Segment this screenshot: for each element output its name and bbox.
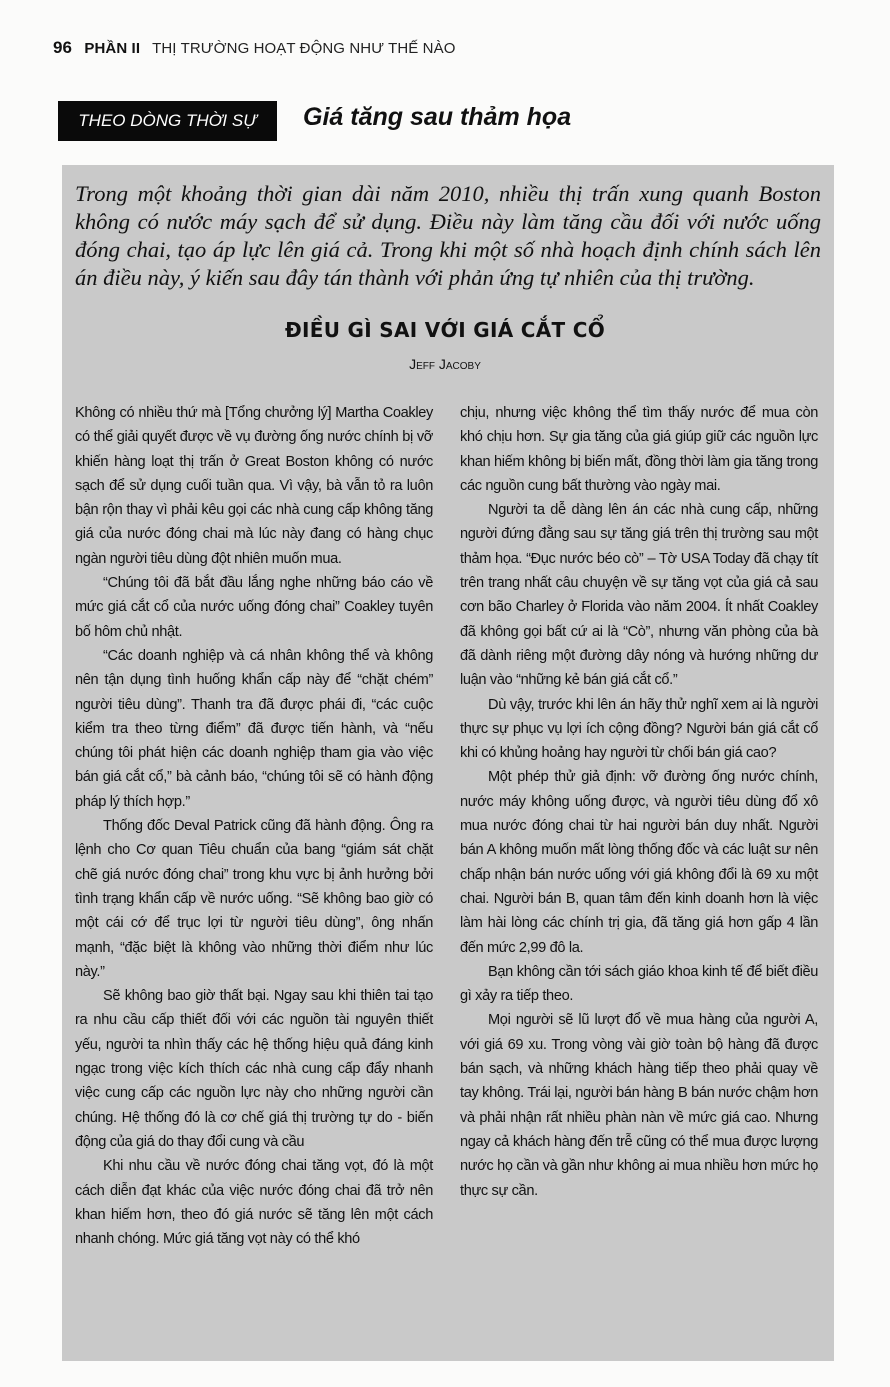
- part-label: PHẦN II: [84, 40, 141, 57]
- paragraph: Một phép thử giả định: vỡ đường ống nước chính, nước máy không uống được, và người tiêu dùng đổ xô mua nước đóng chai từ hai người bán duy nhất. Người bán A không muốn mất lòng thống đốc và các luật sư nên chấp nhận bán nước uống với giá không đổi là 69 xu một chai. Người bán B, quan tâm đến kinh doanh hơn là việc làm hài lòng các chính trị gia, đã tăng giá hơn gấp 4 lần đến mức 2,99 đô la.: [460, 769, 818, 956]
- headline: Giá tăng sau thảm họa: [303, 103, 572, 131]
- article-byline: Jeff Jacoby: [409, 356, 481, 372]
- paragraph: chịu, nhưng việc không thể tìm thấy nước để mua còn khó chịu hơn. Sự gia tăng của giá giúp giữ các nguồn lực khan hiếm không bị biến mất, đồng thời làm gia tăng trong các nguồn cung bất thường vào ngày mai.: [460, 405, 818, 494]
- paragraph: Sẽ không bao giờ thất bại. Ngay sau khi thiên tai tạo ra nhu cầu cấp thiết đối với các nguồn tài nguyên thiết yếu, người ta nhìn thấy các hệ thống hiệu quả đáng kinh ngạc trong việc kích thích các nhà cung cấp đẩy nhanh việc cung cấp các nguồn lực này cho những người cần chúng. Hệ thống đó là cơ chế giá thị trường tự do - biến động của giá do thay đổi cung và cầu: [75, 988, 433, 1150]
- chapter-title: THỊ TRƯỜNG HOẠT ĐỘNG NHƯ THẾ NÀO: [152, 40, 456, 57]
- paragraph: Người ta dễ dàng lên án các nhà cung cấp, những người đứng đằng sau sự tăng giá trên thị trường sau một thảm họa. “Đục nước béo cò” – Tờ USA Today đã chạy tít trên trang nhất câu chuyện về sự tăng vọt của giá cả sau cơn bão Charley ở Florida vào năm 2004. Ít nhất Coakley đã không gọi bất cứ ai là “Cò”, nhưng văn phòng của bà đã dành riêng một đường dây nóng và hướng những dư luận vào “những kẻ bán giá cắt cổ.”: [460, 502, 818, 689]
- article-title: ĐIỀU GÌ SAI VỚI GIÁ CẮT CỔ: [284, 318, 606, 342]
- paragraph: Khi nhu cầu về nước đóng chai tăng vọt, đó là một cách diễn đạt khác của việc nước đóng chai đã trở nên khan hiếm hơn, theo đó giá nước sẽ tăng lên một cách nhanh chóng. Mức giá tăng vọt này có thể khó: [75, 1158, 433, 1248]
- paragraph: Bạn không cần tới sách giáo khoa kinh tế để biết điều gì xảy ra tiếp theo.: [460, 963, 818, 1005]
- running-head: [53, 38, 830, 58]
- paragraph: “Các doanh nghiệp và cá nhân không thể và không nên tận dụng tình huống khẩn cấp này để “chặt chém” người tiêu dùng”. Thanh tra đã được phái đi, “các cuộc kiểm tra theo từng điểm” đã được tiến hành, và “nếu chúng tôi phát hiện các doanh nghiệp tham gia vào việc bán giá cắt cổ,” bà cảnh báo, “chúng tôi sẽ có hành động pháp lý thích hợp.”: [75, 647, 433, 810]
- left-column: [75, 401, 433, 1251]
- paragraph: Thống đốc Deval Patrick cũng đã hành động. Ông ra lệnh cho Cơ quan Tiêu chuẩn của bang “giám sát chặt chẽ giá nước đóng chai” trong khu vực bị ảnh hưởng bởi tình trạng khẩn cấp về nước uống. “Sẽ không bao giờ có một cái cớ để trục lợi từ người tiêu dùng”, ông nhấn mạnh, “đặc biệt là không vào những thời điểm như lúc này.”: [75, 818, 433, 980]
- paragraph: Mọi người sẽ lũ lượt đổ về mua hàng của người A, với giá 69 xu. Trong vòng vài giờ toàn bộ hàng đã được bán sạch, và những khách hàng tiếp theo phải quay về tay không. Trái lại, người bán hàng B bán nước chậm hơn và phải nhận rất nhiều phàn nàn về mức giá cao. Nhưng ngay cả khách hàng đến trễ cũng có thể mua được lượng nước họ cần và gần như không ai mua nhiều hơn mức họ thực sự cần.: [460, 1012, 818, 1199]
- right-column: [460, 401, 818, 1203]
- paragraph: Dù vậy, trước khi lên án hãy thử nghĩ xem ai là người thực sự phục vụ lợi ích cộng đồng? Người bán giá cắt cổ khi có khủng hoảng hay người từ chối bán giá cao?: [460, 696, 818, 762]
- paragraph: “Chúng tôi đã bắt đầu lắng nghe những báo cáo về mức giá cắt cổ của nước uống đóng chai” Coakley tuyên bố hôm chủ nhật.: [75, 575, 433, 640]
- paragraph: Không có nhiều thứ mà [Tổng chưởng lý] Martha Coakley có thể giải quyết được về vụ đường ống nước chính bị vỡ khiến hàng loạt thị trấn ở Great Boston không có nước sạch để sử dụng cuối tuần qua. Vì vậy, bà vẫn tỏ ra luôn bận rộn thay vì phải kêu gọi các nhà cung cấp không tăng giá của nước đóng chai mà lúc này đang có hàng chục ngàn người tiêu dùng đột nhiên muốn mua.: [75, 405, 433, 567]
- page-number: 96: [53, 38, 73, 57]
- intro-paragraph: Trong một khoảng thời gian dài năm 2010, nhiều thị trấn xung quanh Boston không có nước máy sạch để sử dụng. Điều này làm tăng cầu đối với nước uống đóng chai, tạo áp lực lên giá cả. Trong khi một số nhà hoạch định chính sách lên án điều này, ý kiến sau đây tán thành với phản ứng tự nhiên của thị trường.: [75, 181, 821, 290]
- section-tag: THEO DÒNG THỜI SỰ: [58, 101, 277, 141]
